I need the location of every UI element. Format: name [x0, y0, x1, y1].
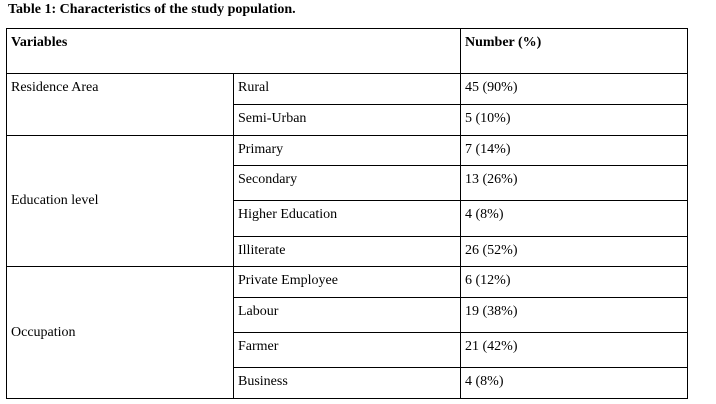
row-value: 26 (52%) [461, 237, 688, 267]
row-label: Secondary [234, 166, 461, 201]
row-label: Farmer [234, 333, 461, 368]
table-caption: Table 1: Characteristics of the study population. [8, 2, 296, 17]
row-label: Primary [234, 136, 461, 166]
group-label-occupation: Occupation [7, 267, 234, 399]
group-label-education: Education level [7, 136, 234, 267]
row-value: 5 (10%) [461, 105, 688, 136]
table-row [7, 267, 688, 298]
row-label: Semi-Urban [234, 105, 461, 136]
characteristics-table [6, 28, 688, 399]
row-value: 45 (90%) [461, 74, 688, 105]
header-variables: Variables [7, 29, 461, 74]
header-number: Number (%) [461, 29, 688, 74]
row-value: 21 (42%) [461, 333, 688, 368]
row-value: 13 (26%) [461, 166, 688, 201]
row-value: 6 (12%) [461, 267, 688, 298]
row-label: Business [234, 368, 461, 399]
row-label: Illiterate [234, 237, 461, 267]
table-row [7, 74, 688, 105]
row-label: Rural [234, 74, 461, 105]
row-label: Private Employee [234, 267, 461, 298]
row-value: 7 (14%) [461, 136, 688, 166]
row-label: Higher Education [234, 201, 461, 237]
group-label-residence: Residence Area [7, 74, 234, 136]
row-value: 19 (38%) [461, 298, 688, 333]
row-label: Labour [234, 298, 461, 333]
table-header-row [7, 29, 688, 74]
row-value: 4 (8%) [461, 368, 688, 399]
table-row [7, 136, 688, 166]
row-value: 4 (8%) [461, 201, 688, 237]
